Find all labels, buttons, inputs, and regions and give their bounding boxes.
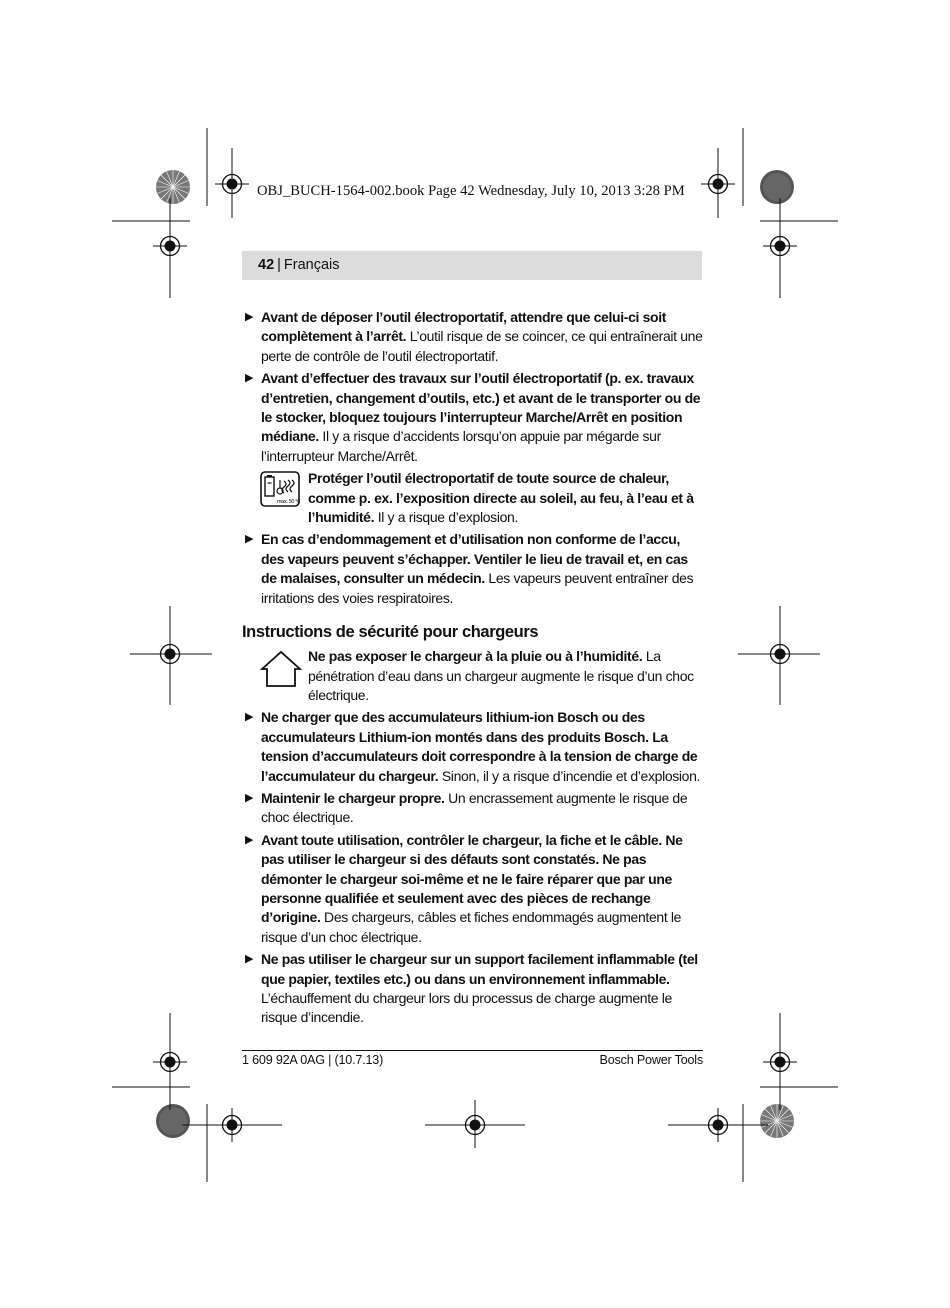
bullet-arrow-icon: ▶	[245, 533, 254, 546]
heat-warning-item	[242, 469, 703, 527]
footer-brand: Bosch Power Tools	[599, 1053, 703, 1067]
heat-warning-text: Il y a risque d’explosion.	[374, 509, 519, 526]
safety-item-bold: Ne pas utiliser le chargeur sur un support facilement inflammable (tel que papier, textiles etc.) ou dans un environnement inflammable.	[261, 951, 698, 987]
page-number: 42	[258, 257, 275, 273]
safety-item	[242, 530, 703, 608]
page-content	[242, 308, 703, 1031]
safety-item-text: L’échauffement du chargeur lors du processus de charge augmente le risque d’incendie.	[261, 990, 672, 1026]
safety-item	[242, 708, 703, 786]
safety-item-text: Les vapeurs peuvent entraîner des irritations des voies respiratoires.	[261, 570, 694, 606]
heat-icon-label: max. 50 °C	[277, 499, 300, 506]
bullet-arrow-icon: ▶	[245, 711, 254, 724]
bullet-arrow-icon: ▶	[245, 953, 254, 966]
page-language: Français	[283, 257, 340, 273]
indoor-use-bold: Ne pas exposer le chargeur à la pluie ou à l’humidité.	[308, 648, 643, 665]
safety-item-bold: Maintenir le chargeur propre.	[261, 789, 445, 806]
header-separator: |	[277, 257, 281, 273]
safety-item	[242, 789, 703, 828]
safety-item-text: Il y a risque d’accidents lorsqu’on appuie par mégarde sur l’interrupteur Marche/Arrêt.	[261, 428, 661, 464]
safety-item	[242, 831, 703, 947]
safety-item	[242, 308, 703, 366]
footer-rule	[242, 1050, 703, 1051]
safety-item-text: Un encrassement augmente le risque de choc électrique.	[261, 789, 688, 826]
heat-warning-bold: Protéger l’outil électroportatif de toute source de chaleur, comme p. ex. l’exposition directe au soleil, au feu, à l’eau et à l’humidité.	[308, 470, 694, 526]
indoor-use-item	[242, 647, 703, 705]
safety-item	[242, 950, 703, 1028]
footer-doc-number: 1 609 92A 0AG | (10.7.13)	[242, 1053, 384, 1067]
battery-heat-warning-icon	[260, 471, 300, 512]
section-heading: Instructions de sécurité pour chargeurs	[242, 623, 539, 642]
safety-item-bold: Avant toute utilisation, contrôler le chargeur, la fiche et le câble. Ne pas utiliser le chargeur si des défauts sont constatés. Ne pas démonter le chargeur soi-même et ne le faire réparer que par une personne qualifiée et seulement avec des pièces de rechange d’origine.	[261, 831, 683, 926]
indoor-use-only-icon	[260, 650, 302, 693]
indoor-use-text: La pénétration d’eau dans un chargeur augmente le risque d’un choc électrique.	[308, 648, 694, 703]
bullet-arrow-icon: ▶	[245, 791, 254, 804]
page-header	[242, 251, 702, 280]
file-slug: OBJ_BUCH-1564-002.book Page 42 Wednesday, July 10, 2013 3:28 PM	[257, 183, 685, 199]
bullet-arrow-icon: ▶	[245, 372, 254, 385]
bullet-arrow-icon: ▶	[245, 833, 254, 846]
safety-item-text: Des chargeurs, câbles et fiches endommagés augmentent le risque d’un choc électrique.	[261, 909, 682, 945]
safety-item-bold: Avant de déposer l’outil électroportatif, attendre que celui-ci soit complètement à l’arrêt.	[261, 309, 667, 345]
safety-item-text: Sinon, il y a risque d’incendie et d’explosion.	[438, 767, 701, 784]
safety-item-bold: Ne charger que des accumulateurs lithium-ion Bosch ou des accumulateurs Lithium-ion montés dans des produits Bosch. La tension d’accumulateurs doit correspondre à la tension de charge de l’accumulateur du chargeur.	[261, 709, 698, 784]
safety-item-bold: En cas d’endommagement et d’utilisation non conforme de l’accu, des vapeurs peuvent s’échapper. Ventiler le lieu de travail et, en cas de malaises, consulter un médecin.	[261, 531, 688, 587]
safety-item-bold: Avant d’effectuer des travaux sur l’outil électroportatif (p. ex. travaux d’entretien, changement d’outils, etc.) et avant de le transporter ou de le stocker, bloquez toujours l’interrupteur Marche/Arrêt en position médiane.	[261, 370, 701, 445]
safety-item-text: L’outil risque de se coincer, ce qui entraînerait une perte de contrôle de l’outil électroportatif.	[261, 328, 703, 364]
bullet-arrow-icon: ▶	[245, 311, 254, 323]
safety-item	[242, 369, 703, 466]
